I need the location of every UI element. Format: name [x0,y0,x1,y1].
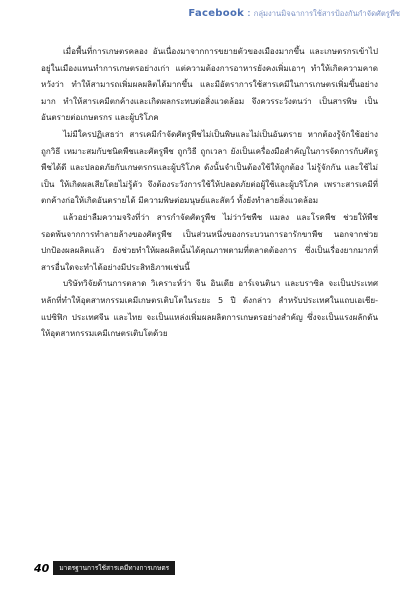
facebook-label[interactable]: Facebook [188,8,245,19]
paragraph-3: แล้วอย่าลืมความจริงที่ว่า สารกำจัดศัตรูพืช ไม่ว่าวัชพืช แมลง และโรคพืช ช่วยให้พืชรอดพ้นจากการทำลายล้างของศัตรูพืช เป็นส่วนหนึ่งของกระบวนการอารักขาพืช นอกจากช่วยปกป้องผลผลิตแล้ว ยังช่วยทำให้ผลผลิตนั้นได้คุณภาพตามที่ตลาดต้องการ ซึ่งเป็นเรื่องยากมากที่สารอื่นใดจะทำได้อย่างมีประสิทธิภาพเช่นนี้ [41,211,378,272]
paragraph-1: เมื่อพื้นที่การเกษตรคลอง อันเนื่องมาจากการขยายตัวของเมืองมากขึ้น และเกษตรกรเข้าไปอยู่ในเมืองแทนทำการเกษตรอย่างเก่า แต่ความต้องการอาหารยังคงเพิ่มเอาๆ ทำให้เกิดความคาดหวังว่า ทำให้สามารถเพิ่มผลผลิตได้มากขึ้น และมีอัตราการใช้สารเคมีในการเกษตรเพิ่มขึ้นอย่างมาก ทำให้สารเคมีตกค้างและเกิดผลกระทบต่อสิ่งแวดล้อม จึงควรระวังตนว่า เป็นสารพิษ เป็นอันตรายต่อเกษตรกร และผู้บริโภค [41,46,378,123]
body-text [41,43,378,342]
footer-title: มาตรฐานการใช้สารเคมีทางการเกษตร [53,561,175,575]
facebook-group-name[interactable]: กลุ่มงานมิจฉาการใช้สารป้องกันกำจัดศัตรูพืช [253,9,400,18]
header-separator: : [244,8,254,19]
page-footer [34,559,175,577]
page-header [0,6,420,22]
page-number: 40 [34,561,50,575]
paragraph-4: บริษัทวิจัยด้านการตลาด วิเคราะห์ว่า จีน อินเดีย อาร์เจนตินา และบราซิล จะเป็นประเทศหลักที่ทำให้อุตสาหกรรมเคมีเกษตรเติบโตในระยะ 5 ปี ดังกล่าว สำหรับประเทศในแถบเอเชีย-แปซิฟิก ประเทศจีน และไทย จะเป็นแหล่งเพิ่มผลผลิตการเกษตรอย่างสำคัญ ซึ่งจะเป็นแรงผลักดันให้อุตสาหกรรมเคมีเกษตรเติบโตด้วย [41,278,378,339]
paragraph-2: ไม่มีใครปฏิเสธว่า สารเคมีกำจัดศัตรูพืชไม่เป็นพิษและไม่เป็นอันตราย หากต้องรู้จักใช้อย่างถูกวิธี เหมาะสมกับชนิดพืชและศัตรูพืช ถูกวิธี ถูกเวลา ยังเป็นเครื่องมือสำคัญในการจัดการกับศัตรูพืชได้ดี และปลอดภัยกับเกษตรกรและผู้บริโภค ดังนั้นจำเป็นต้องใช้ให้ถูกต้อง ไม่รู้จักกัน และใช้ไม่เป็น ให้เกิดผลเสียโดยไม่รู้ตัว จึงต้องระวังการใช้ให้ปลอดภัยต่อผู้ใช้และผู้บริโภค เพราะสารเคมีที่ตกค้างก่อให้เกิดอันตรายได้ มีความพิษต่อมนุษย์และสัตว์ ทั้งยังทำลายสิ่งแวดล้อม [41,128,378,206]
